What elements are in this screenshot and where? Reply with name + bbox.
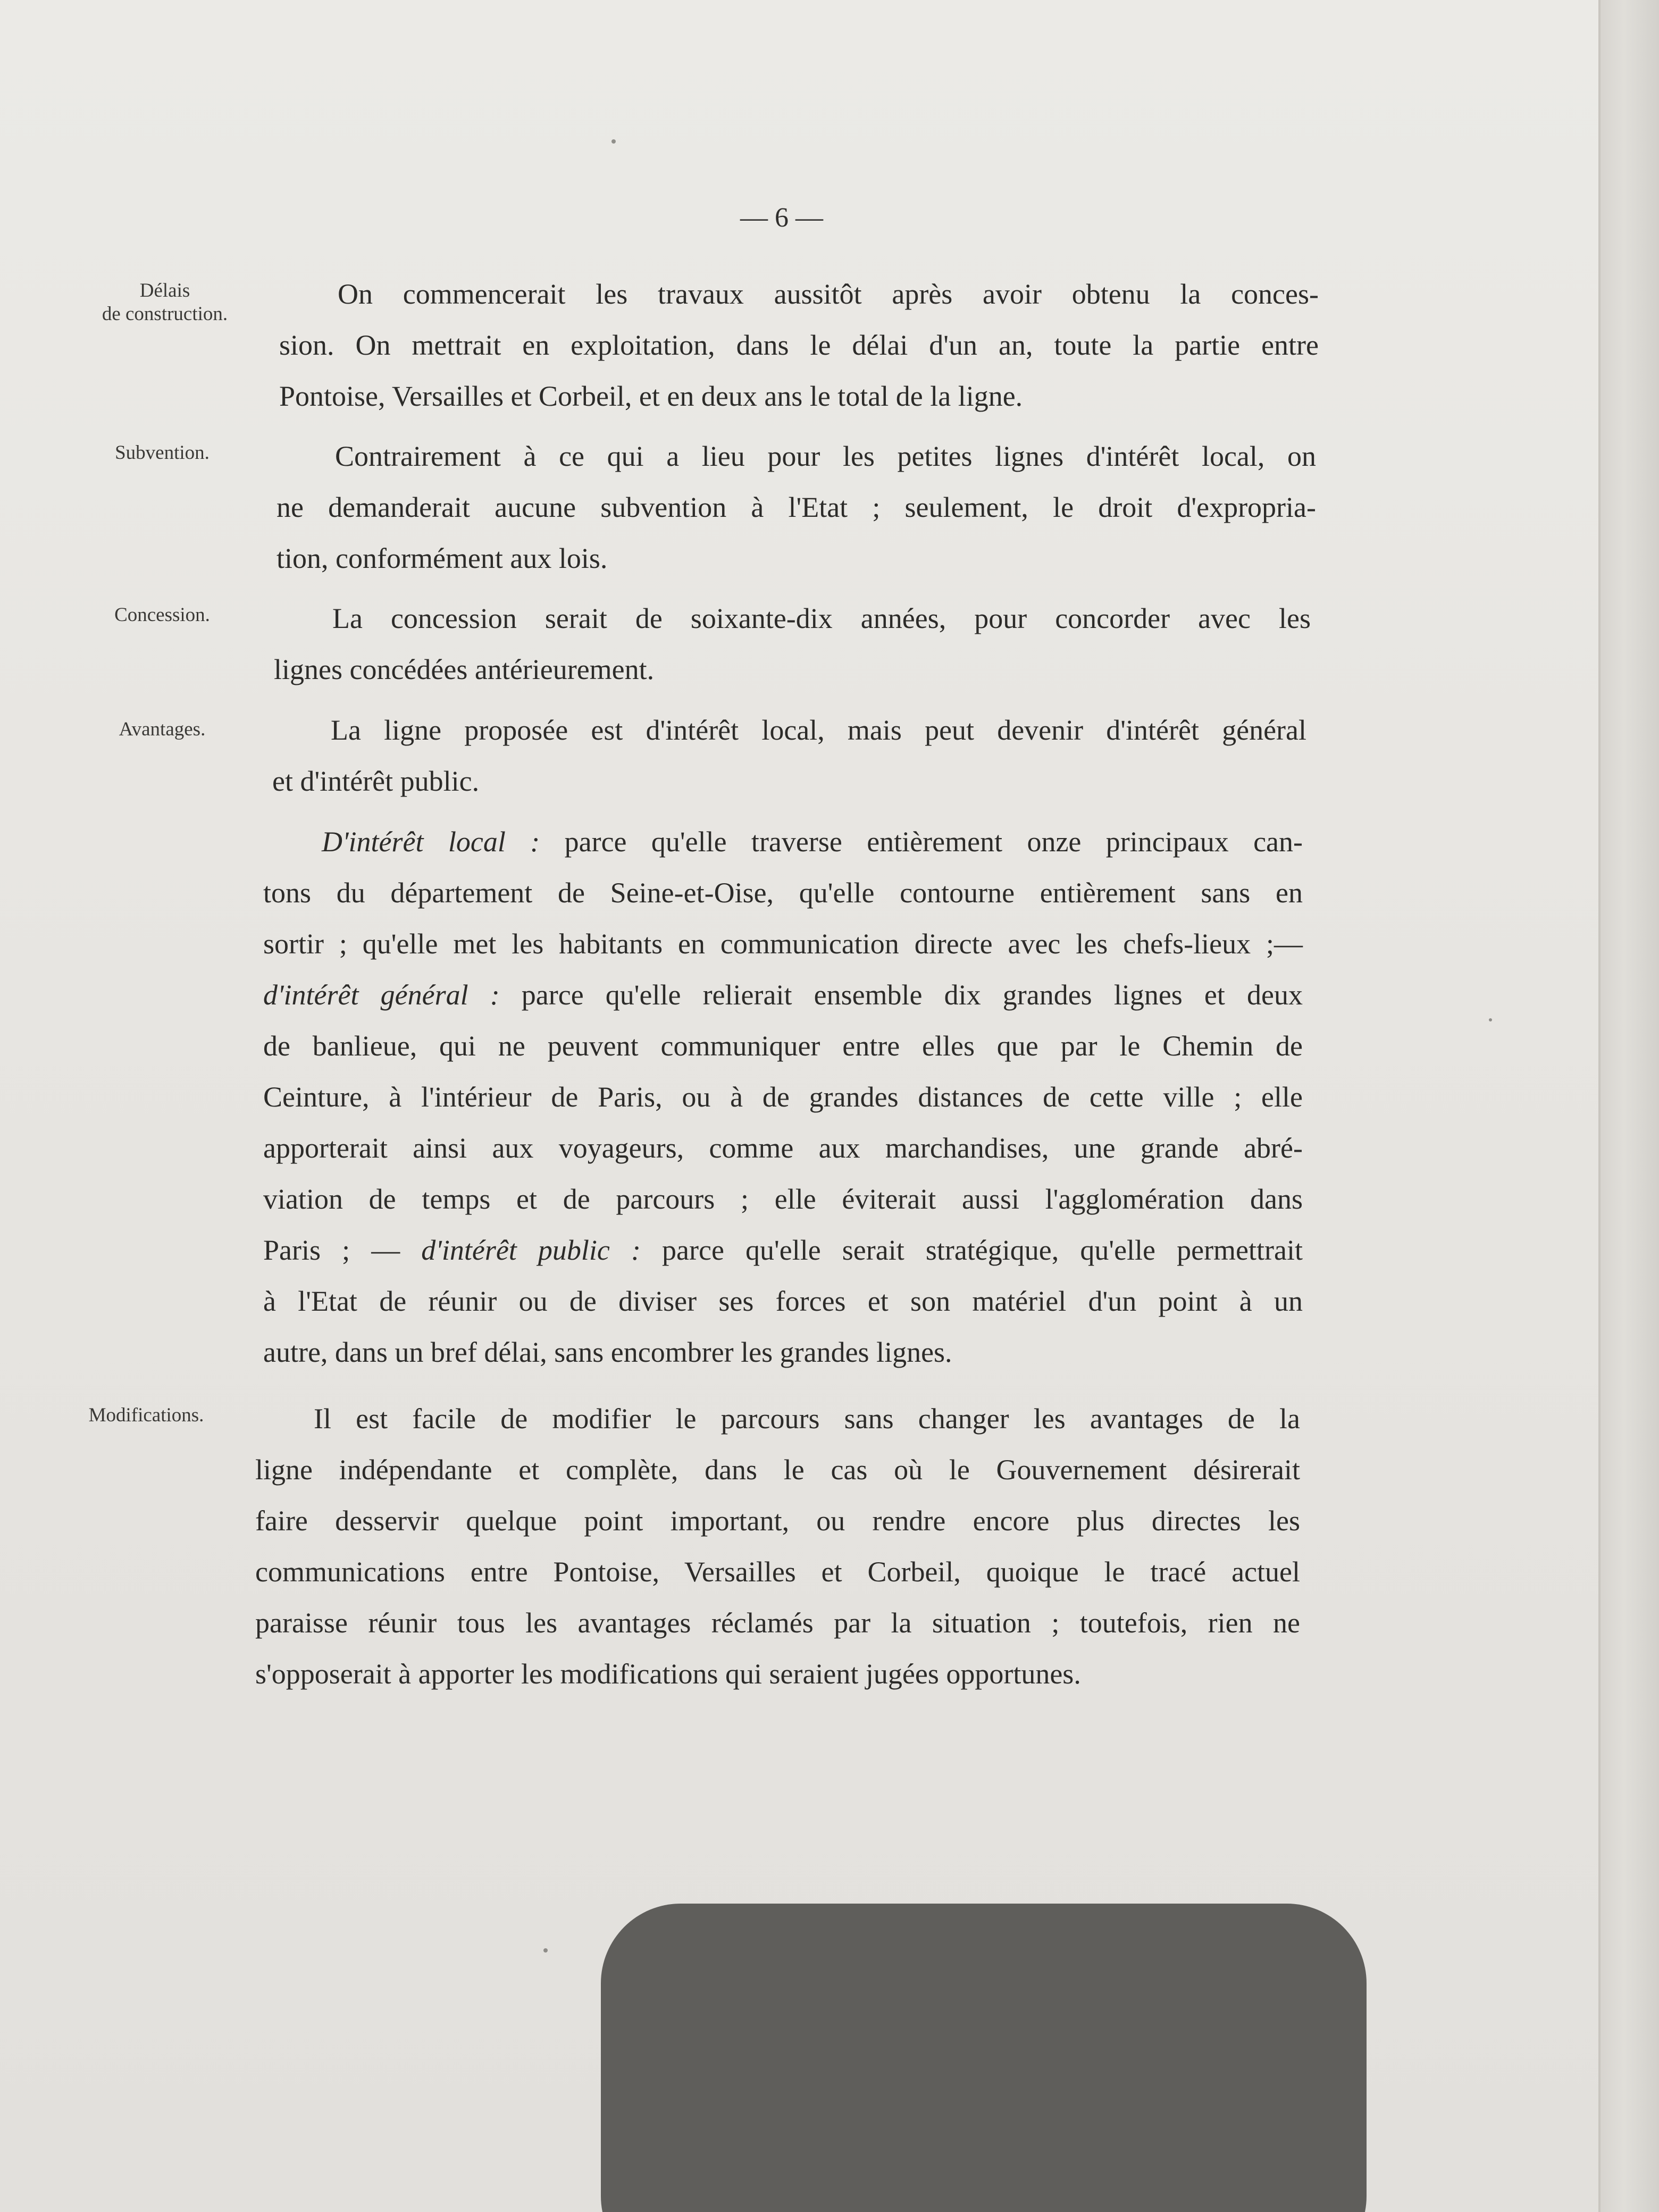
italic-label-public: d'intérêt public :	[421, 1234, 641, 1266]
text-line: autre, dans un bref délai, sans encombrer les grandes lignes.	[263, 1336, 952, 1368]
paper-speck	[543, 1948, 548, 1953]
text-line: s'opposerait à apporter les modifications qui seraient jugées opportunes.	[255, 1658, 1081, 1690]
italic-label-local: D'intérêt local :	[322, 826, 540, 858]
text-fragment: Paris ; —	[263, 1234, 422, 1266]
text-fragment: parce qu'elle traverse entièrement onze principaux can-	[540, 826, 1303, 858]
paper-speck	[611, 139, 616, 144]
text-line: et d'intérêt public.	[272, 765, 480, 797]
paragraph-interet	[263, 816, 1303, 1378]
text-line: tons du département de Seine-et-Oise, qu'elle contourne entièrement sans en	[263, 877, 1303, 909]
text-line: à l'Etat de réunir ou de diviser ses forces et son matériel d'un point à un	[263, 1285, 1303, 1317]
paragraph-avantages	[272, 705, 1306, 807]
underlying-page-edge	[1601, 0, 1659, 2212]
margin-note-avantages: Avantages.	[119, 718, 206, 740]
text-line: sortir ; qu'elle met les habitants en communication directe avec les chefs-lieux ;—	[263, 928, 1303, 960]
text-line: faire desservir quelque point important, ou rendre encore plus directes les	[255, 1505, 1300, 1537]
text-line: de banlieue, qui ne peuvent communiquer entre elles que par le Chemin de	[263, 1030, 1303, 1062]
margin-note-delais: Délais de construction.	[102, 280, 228, 325]
text-line: ligne indépendante et complète, dans le cas où le Gouvernement désirerait	[255, 1454, 1300, 1486]
text-line: Pontoise, Versailles et Corbeil, et en deux ans le total de la ligne.	[279, 380, 1023, 412]
text-line: lignes concédées antérieurement.	[274, 653, 655, 685]
margin-note-subvention: Subvention.	[115, 442, 210, 464]
text-fragment: parce qu'elle serait stratégique, qu'elle permettrait	[640, 1234, 1303, 1266]
text-line: La concession serait de soixante-dix années, pour concorder avec les	[332, 602, 1311, 634]
margin-note-concession: Concession.	[114, 604, 210, 626]
text-line: Contrairement à ce qui a lieu pour les petites lignes d'intérêt local, on	[335, 440, 1316, 472]
paragraph-subvention	[276, 431, 1316, 584]
text-fragment: parce qu'elle relierait ensemble dix grandes lignes et deux	[499, 979, 1303, 1011]
text-line: viation de temps et de parcours ; elle éviterait aussi l'agglomération dans	[263, 1183, 1303, 1215]
text-line: communications entre Pontoise, Versailles et Corbeil, quoique le tracé actuel	[255, 1556, 1300, 1588]
text-line: Ceinture, à l'intérieur de Paris, ou à de grandes distances de cette ville ; elle	[263, 1081, 1303, 1113]
text-line: ne demanderait aucune subvention à l'Etat ; seulement, le droit d'expropria-	[276, 491, 1316, 523]
text-line: On commencerait les travaux aussitôt après avoir obtenu la conces-	[338, 278, 1319, 310]
text-line: sion. On mettrait en exploitation, dans le délai d'un an, toute la partie entre	[279, 329, 1319, 361]
page-number: — 6 —	[740, 203, 823, 233]
paragraph-delais	[279, 269, 1319, 422]
margin-note-modifications: Modifications.	[88, 1404, 204, 1426]
text-line	[263, 816, 1303, 867]
paragraph-concession	[274, 593, 1311, 695]
text-line	[263, 1225, 1303, 1276]
paper-speck	[1489, 1018, 1492, 1021]
hand-shadow	[601, 1904, 1367, 2212]
text-line: La ligne proposée est d'intérêt local, mais peut devenir d'intérêt général	[331, 714, 1306, 746]
text-line: Il est facile de modifier le parcours sans changer les avantages de la	[314, 1403, 1300, 1435]
text-line: tion, conformément aux lois.	[276, 542, 608, 574]
paragraph-modifications	[255, 1393, 1300, 1699]
text-line	[263, 969, 1303, 1020]
text-line: paraisse réunir tous les avantages réclamés par la situation ; toutefois, rien ne	[255, 1607, 1300, 1639]
italic-label-general: d'intérêt général :	[263, 979, 500, 1011]
text-line: apporterait ainsi aux voyageurs, comme aux marchandises, une grande abré-	[263, 1132, 1303, 1164]
